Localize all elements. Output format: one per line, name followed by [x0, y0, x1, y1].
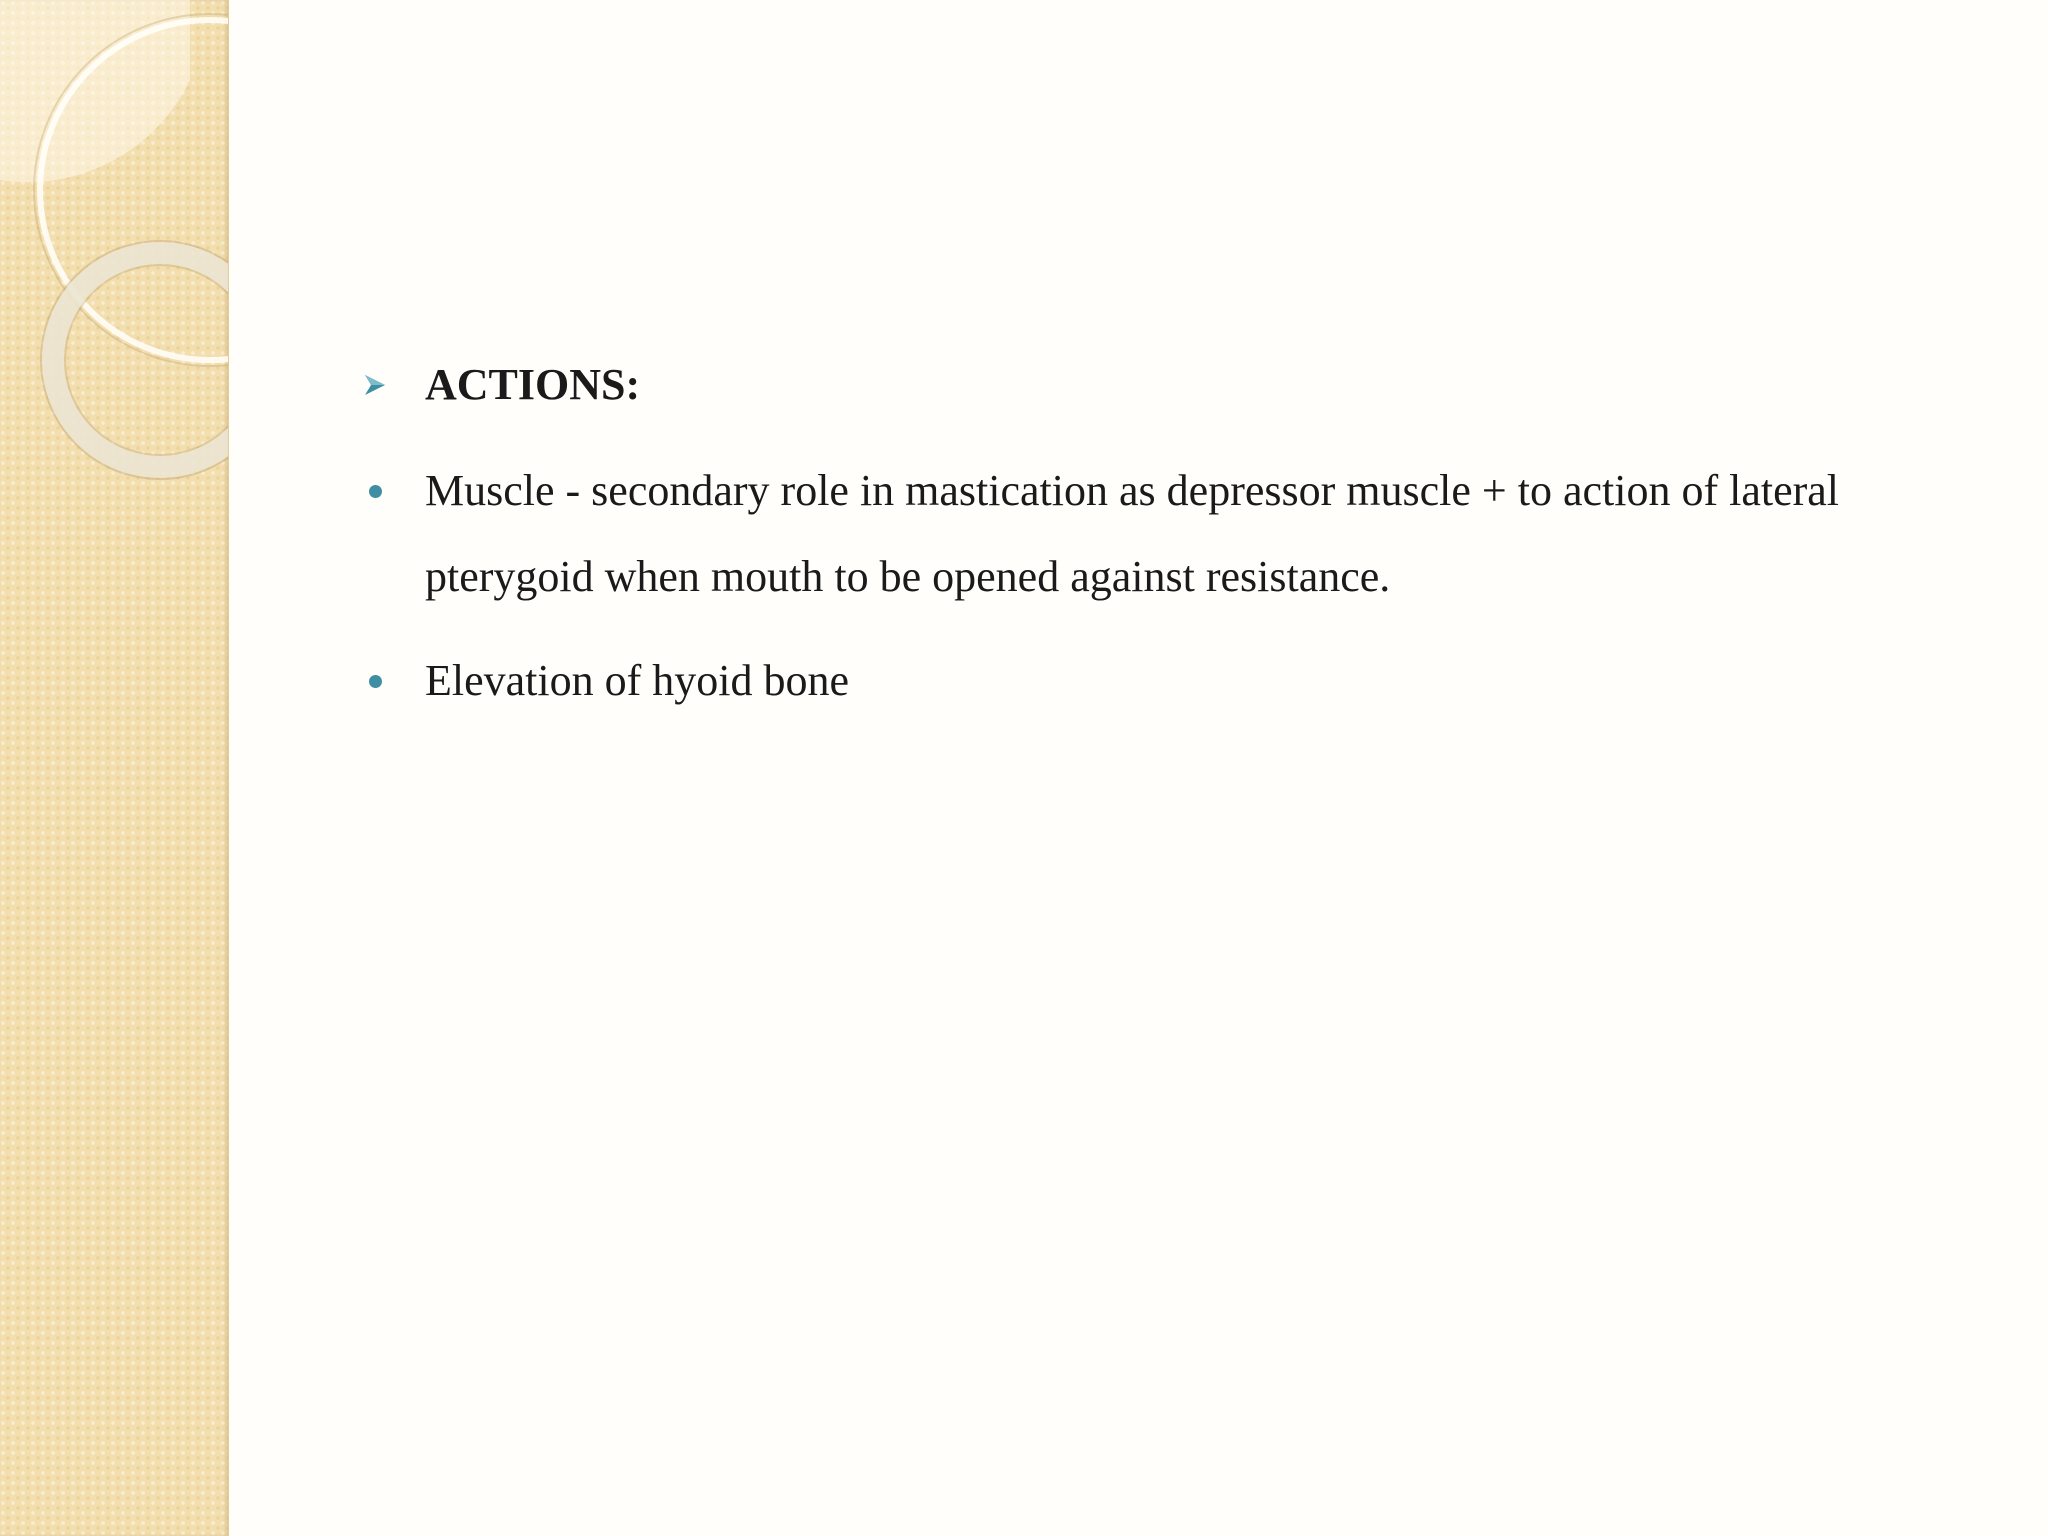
decorative-rings-icon — [0, 0, 228, 520]
round-bullet-icon — [360, 638, 390, 724]
slide-content — [360, 350, 1920, 742]
bullet-text: Elevation of hyoid bone — [425, 656, 850, 705]
heading-text: ACTIONS: — [425, 360, 641, 409]
bullet-item-muscle-role — [360, 448, 1920, 620]
bullet-text: Muscle - secondary role in mastication as depressor muscle + to action of lateral pterygoid when mouth to be opened against resistance. — [425, 466, 1840, 601]
bullet-item-hyoid-elevation — [360, 638, 1920, 724]
arrowhead-bullet-icon — [360, 350, 390, 420]
actions-heading — [360, 350, 1920, 420]
decorative-side-band — [0, 0, 229, 1536]
round-bullet-icon — [360, 448, 390, 534]
